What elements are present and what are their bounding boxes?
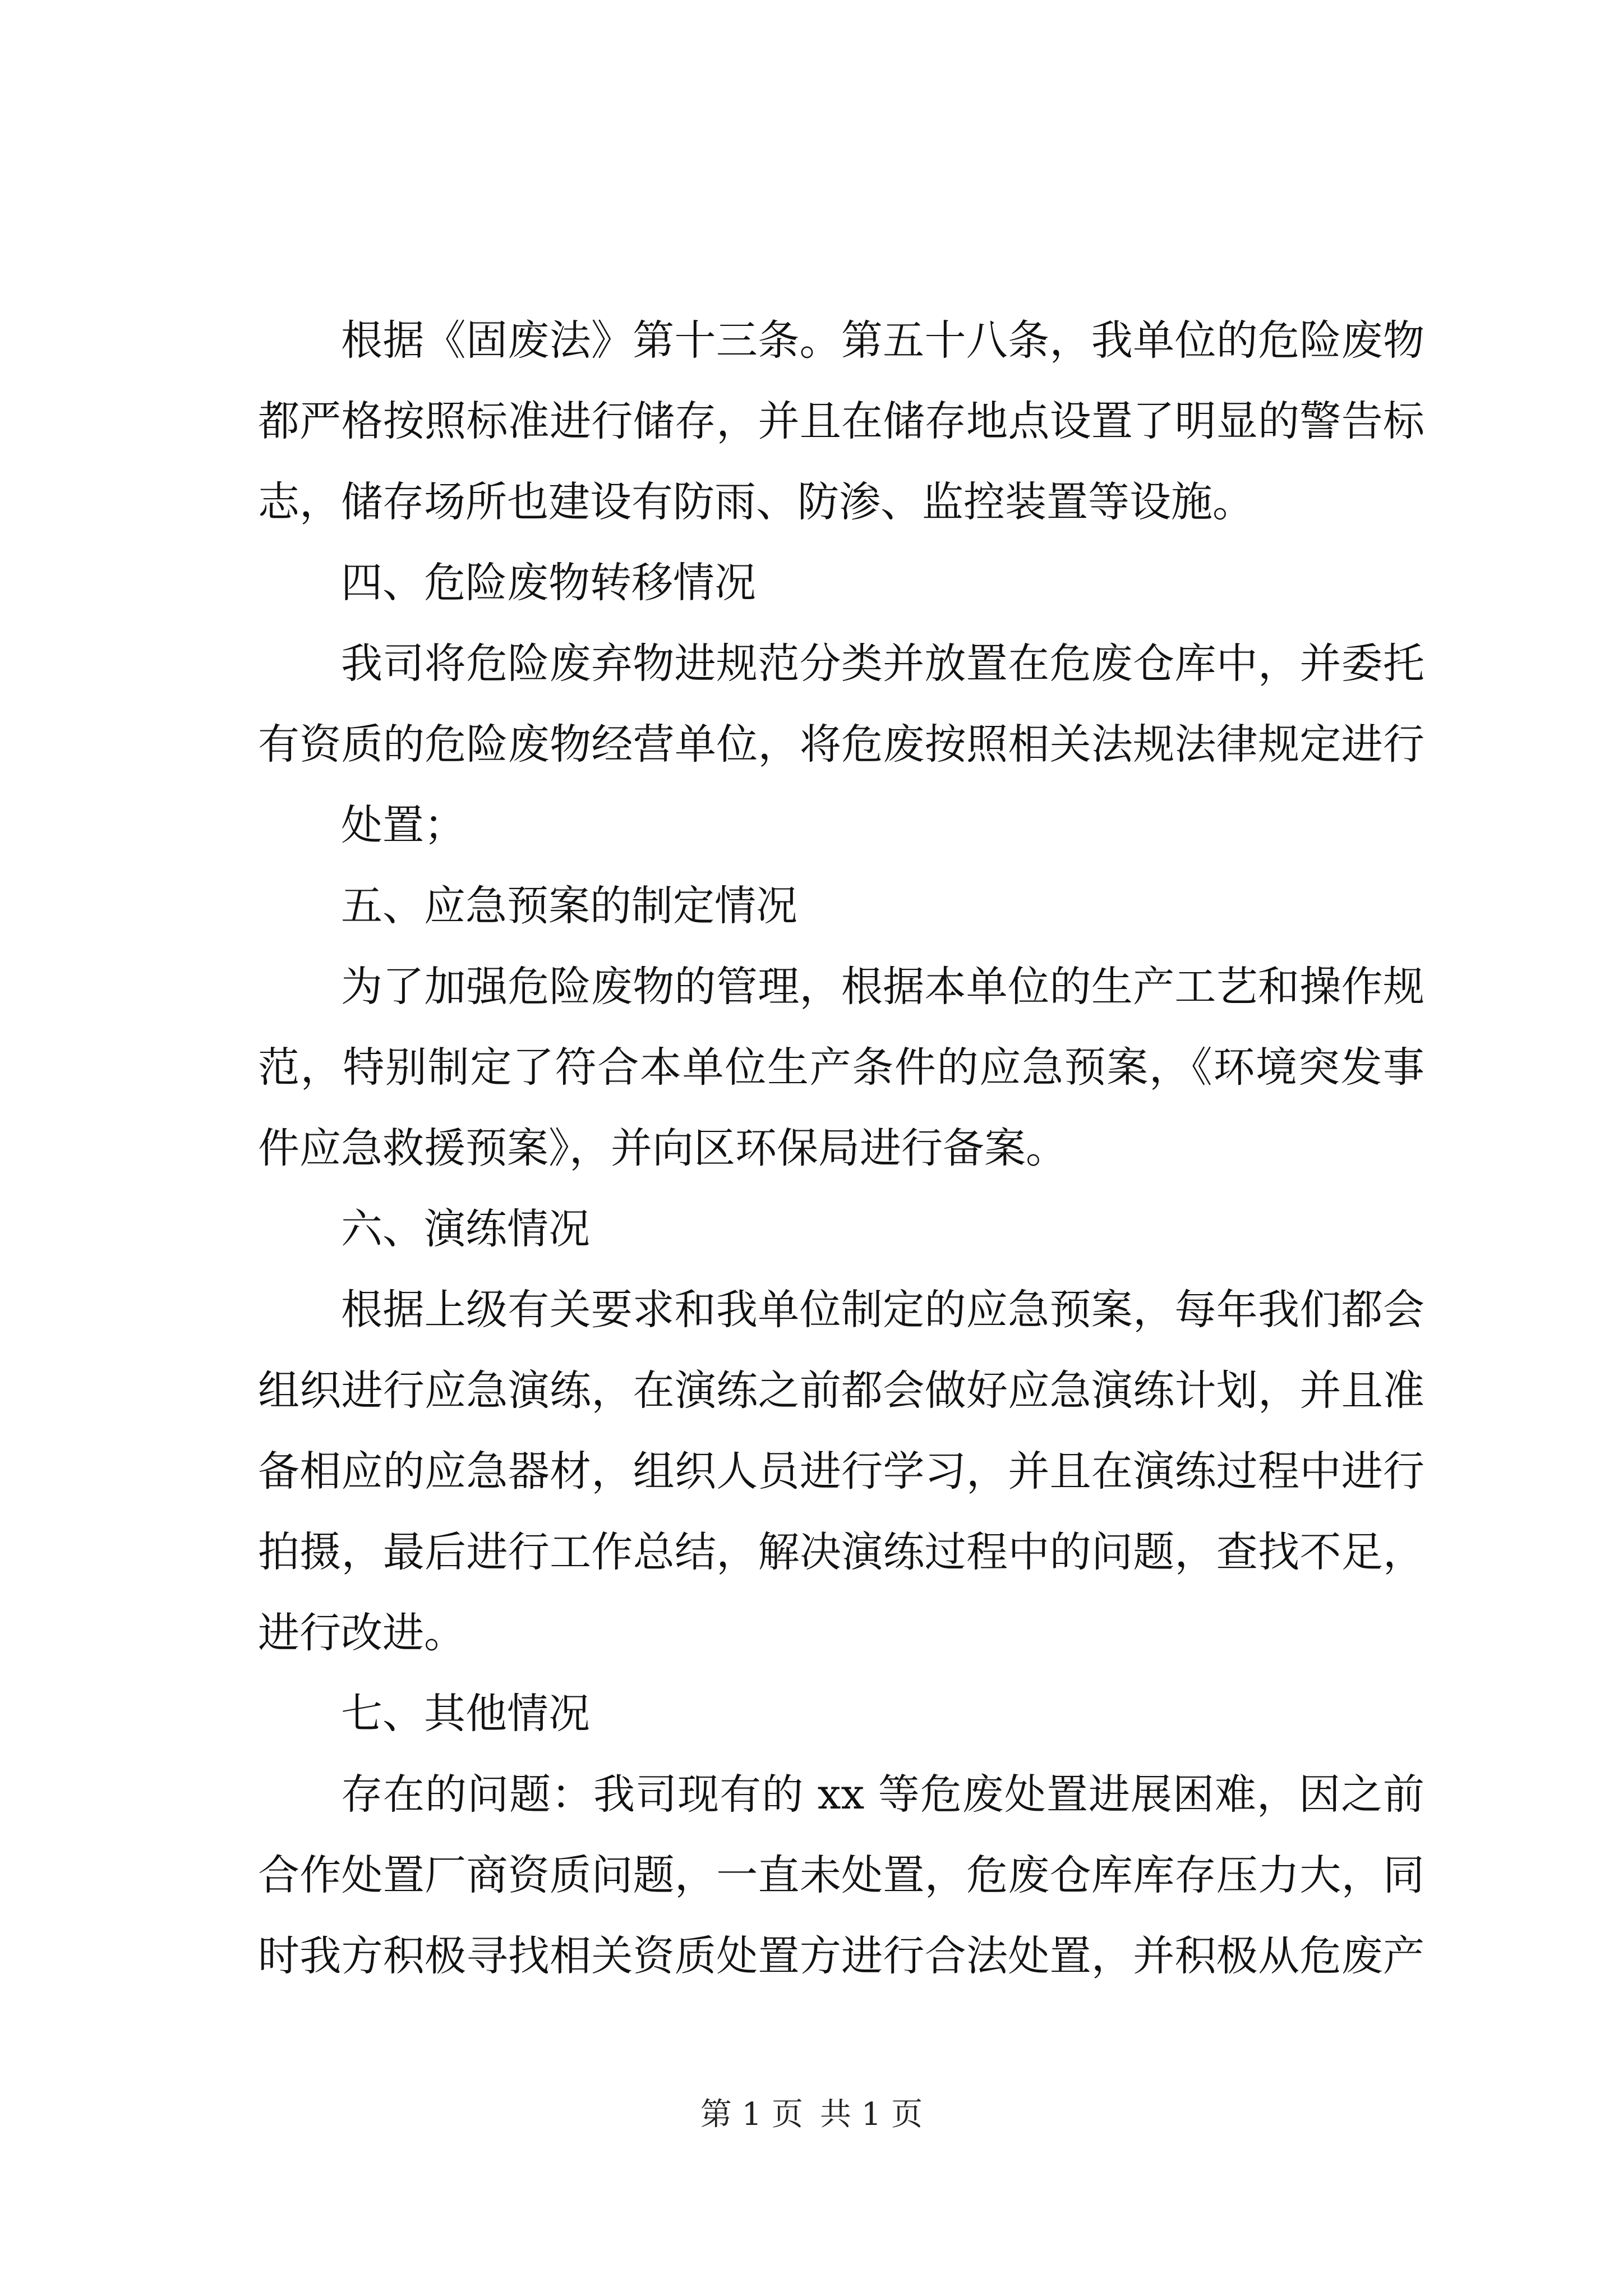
text-line: 根据上级有关要求和我单位制定的应急预案，每年我们都会 [341,1286,1424,1334]
page-number: 第 1 页 [700,2096,803,2133]
text-line: 范，特别制定了符合本单位生产条件的应急预案，《环境突发事 [258,1043,1424,1092]
section-heading: 四、危险废物转移情况 [341,559,756,607]
text-line: 组织进行应急演练，在演练之前都会做好应急演练计划，并且准 [258,1366,1424,1415]
section-heading: 五、应急预案的制定情况 [341,882,797,930]
text-line: 我司将危险废弃物进规范分类并放置在危废仓库中，并委托 [341,639,1424,688]
text-line: 存在的问题：我司现有的 xx 等危废处置进展困难，因之前 [341,1770,1424,1819]
text-line: 件应急救援预案》，并向区环保局进行备案。 [258,1124,1067,1172]
text-line: 备相应的应急器材，组织人员进行学习，并且在演练过程中进行 [258,1447,1424,1496]
text-line: 都严格按照标准进行储存，并且在储存地点设置了明显的警告标 [258,397,1424,445]
text-line: 处置； [341,801,465,849]
text-line: 进行改进。 [258,1609,465,1657]
text-line: 为了加强危险废物的管理，根据本单位的生产工艺和操作规 [341,963,1424,1011]
page-total: 共 1 页 [820,2096,923,2133]
section-heading: 六、演练情况 [341,1205,590,1253]
text-line: 志，储存场所也建设有防雨、防渗、监控装置等设施。 [258,478,1254,526]
document-body [258,300,1424,1996]
text-line: 合作处置厂商资质问题，一直未处置，危废仓库库存压力大，同 [258,1851,1424,1899]
text-line: 拍摄，最后进行工作总结，解决演练过程中的问题，查找不足， [258,1528,1424,1576]
text-line: 时我方积极寻找相关资质处置方进行合法处置，并积极从危废产 [258,1932,1424,1980]
text-line: 有资质的危险废物经营单位，将危废按照相关法规法律规定进行 [258,720,1424,769]
page-footer [0,2092,1623,2137]
section-heading: 七、其他情况 [341,1690,590,1738]
text-line: 根据《固废法》第十三条。第五十八条，我单位的危险废物 [341,316,1424,365]
